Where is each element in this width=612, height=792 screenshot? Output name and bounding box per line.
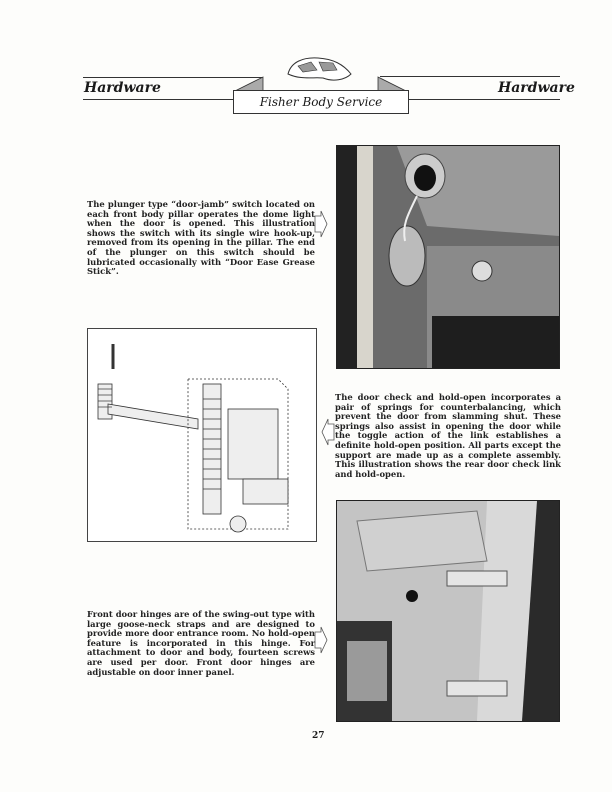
arrow-right-icon xyxy=(314,210,328,238)
front-door-hinges-text: Front door hinges are of the swing-out type with large goose-neck straps and are designed to provide more door entrance room. No hold-open feature is incorporated in this hinge. For attachment to door and body, fourteen screws are used per door. Front door hinges are adjustable on door inner panel. xyxy=(87,609,315,677)
section-title-right: Hardware xyxy=(498,80,575,96)
door-jamb-switch-text: The plunger type “door-jamb” switch located on each front body pillar operates the dome light when the door is opened. This illustration shows the switch with its single wire hook-up, removed from its opening in the pillar. The end of the plunger on this switch should be lubricated occasionally with “Door Ease Grease Stick”. xyxy=(87,199,315,277)
page-number: 27 xyxy=(312,731,325,741)
door-jamb-switch-photo xyxy=(336,145,560,369)
door-check-diagram xyxy=(87,328,317,542)
front-door-hinges-photo xyxy=(336,500,560,722)
door-check-text: The door check and hold-open incorporates a pair of springs for counterbalancing, which prevent the door from slamming shut. These springs also assist in opening the door while the toggle action of the link establishes a definite hold-open position. All parts except the support are made up as a complete assembly. This illustration shows the rear door check link and hold-open. xyxy=(335,392,561,479)
section-title-left: Hardware xyxy=(84,80,161,96)
car-logo xyxy=(233,52,408,92)
banner-fisher-body-service: Fisher Body Service xyxy=(233,90,409,114)
arrow-right-icon xyxy=(314,626,328,654)
header-rule xyxy=(83,99,233,100)
header-rule xyxy=(407,99,560,100)
arrow-left-icon xyxy=(321,418,335,446)
